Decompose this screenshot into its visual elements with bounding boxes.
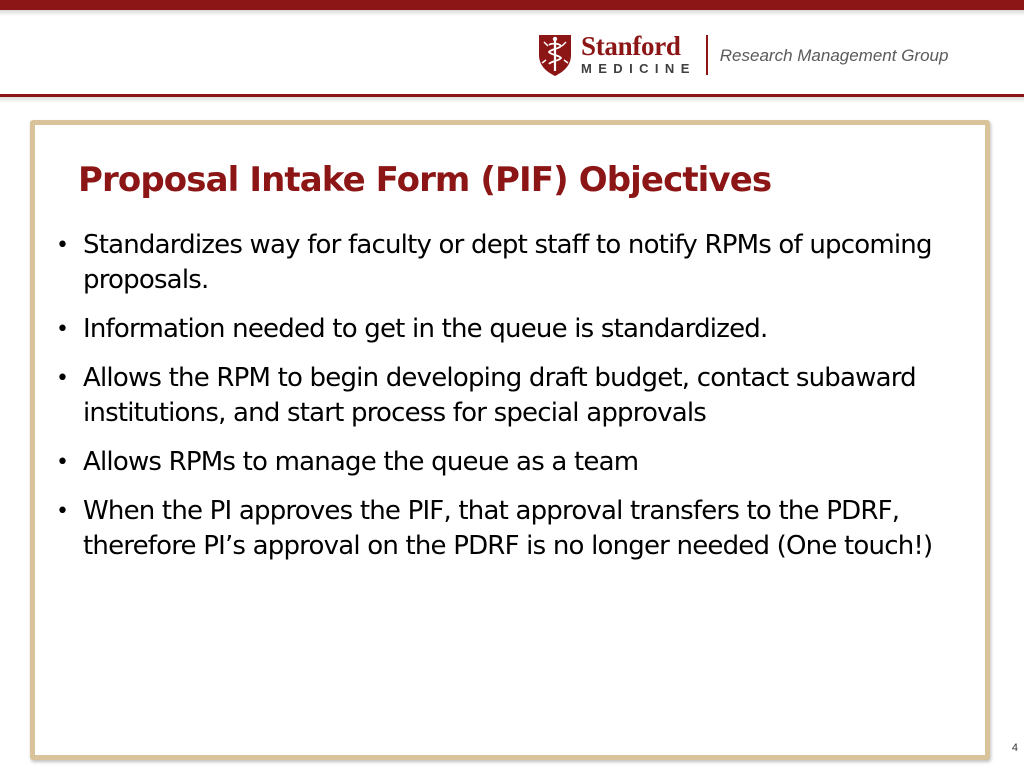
top-bar-shadow xyxy=(0,10,1024,16)
bullet-glyph: • xyxy=(56,366,69,391)
bullet-glyph: • xyxy=(56,317,69,342)
page-number: 4 xyxy=(1011,742,1018,754)
bullet-item xyxy=(56,445,956,480)
bullet-item xyxy=(56,312,956,347)
group-name: Research Management Group xyxy=(719,46,949,65)
bullet-text: Allows RPMs to manage the queue as a team xyxy=(83,447,639,477)
top-brand-bar xyxy=(0,0,1024,10)
bullet-text: When the PI approves the PIF, that approval transfers to the PDRF, therefore PI’s approval on the PDRF is no longer needed (One touch!) xyxy=(83,496,933,561)
bullet-item xyxy=(56,228,956,298)
bullet-text: Standardizes way for faculty or dept staff to notify RPMs of upcoming proposals. xyxy=(83,230,932,295)
bullet-text: Information needed to get in the queue is standardized. xyxy=(83,314,768,344)
bullet-glyph: • xyxy=(56,450,69,475)
bullet-glyph: • xyxy=(56,499,69,524)
stanford-shield-icon xyxy=(537,33,573,77)
header-rule-shadow xyxy=(0,97,1024,103)
logo-divider xyxy=(706,35,708,75)
bullet-text: Allows the RPM to begin developing draft budget, contact subaward institutions, and start process for special approvals xyxy=(83,363,916,428)
slide-title: Proposal Intake Form (PIF) Objectives xyxy=(78,160,772,200)
bullet-glyph: • xyxy=(56,233,69,258)
stanford-medicine-logo xyxy=(537,32,948,78)
logo-wordmark xyxy=(581,33,696,77)
bullet-item xyxy=(56,494,956,564)
bullet-list xyxy=(56,228,956,578)
logo-medicine-text: MEDICINE xyxy=(581,61,696,76)
bullet-item xyxy=(56,361,956,431)
logo-stanford-text: Stanford xyxy=(581,31,681,61)
